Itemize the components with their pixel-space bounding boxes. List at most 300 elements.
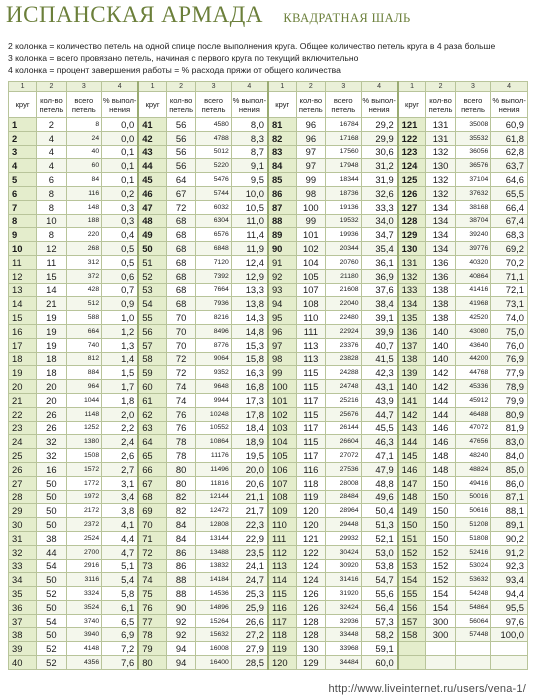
cell-stitch-count: 140 — [426, 352, 455, 366]
cell-percent-complete: 38,4 — [361, 297, 398, 311]
cell-round-number: 35 — [9, 587, 37, 601]
stitch-count-table-container — [8, 81, 528, 669]
cell-round-number: 49 — [138, 228, 166, 242]
cell-total-stitches: 30920 — [325, 559, 361, 573]
cell-total-stitches: 41416 — [455, 283, 491, 297]
cell-total-stitches: 53024 — [455, 559, 491, 573]
column-number-2: 2 — [296, 82, 325, 92]
cell-percent-complete: 11,9 — [231, 242, 268, 256]
cell-percent-complete: 43,1 — [361, 380, 398, 394]
cell-stitch-count: 19 — [37, 338, 66, 352]
cell-total-stitches: 25216 — [325, 393, 361, 407]
cell-stitch-count: 126 — [296, 600, 325, 614]
cell-percent-complete: 90,2 — [491, 531, 528, 545]
cell-round-number: 62 — [138, 407, 166, 421]
cell-round-number: 45 — [138, 173, 166, 187]
cell-total-stitches: 5220 — [196, 159, 232, 173]
cell-total-stitches: 8216 — [196, 311, 232, 325]
cell-total-stitches: 8776 — [196, 338, 232, 352]
cell-stitch-count: 68 — [166, 242, 195, 256]
cell-stitch-count: 68 — [166, 283, 195, 297]
column-number-2: 2 — [37, 82, 66, 92]
cell-percent-complete: 34,0 — [361, 214, 398, 228]
cell-percent-complete: 1,5 — [102, 366, 139, 380]
cell-percent-complete: 67,4 — [491, 214, 528, 228]
cell-round-number: 28 — [9, 490, 37, 504]
stitch-count-table — [8, 81, 528, 670]
cell-round-number: 31 — [9, 531, 37, 545]
cell-total-stitches: 33448 — [325, 628, 361, 642]
cell-total-stitches: 18344 — [325, 173, 361, 187]
cell-percent-complete: 94,4 — [491, 587, 528, 601]
cell-stitch-count: 82 — [166, 490, 195, 504]
cell-stitch-count: 50 — [37, 600, 66, 614]
cell-total-stitches: 12808 — [196, 518, 232, 532]
cell-stitch-count: 15 — [37, 269, 66, 283]
cell-total-stitches: 5012 — [196, 145, 232, 159]
cell-total-stitches: 4580 — [196, 118, 232, 132]
cell-round-number: 100 — [268, 380, 296, 394]
cell-round-number: 85 — [268, 173, 296, 187]
cell-percent-complete: 11,4 — [231, 228, 268, 242]
cell-round-number: 24 — [9, 435, 37, 449]
cell-total-stitches: 1772 — [66, 476, 102, 490]
note-column-3: 3 колонка = всего провязано петель, начиная с первого круга по текущий включительно — [8, 53, 359, 64]
cell-percent-complete: 17,3 — [231, 393, 268, 407]
cell-total-stitches: 32936 — [325, 614, 361, 628]
cell-total-stitches: 49416 — [455, 476, 491, 490]
cell-percent-complete: 51,3 — [361, 518, 398, 532]
cell-stitch-count: 21 — [37, 297, 66, 311]
cell-round-number: 34 — [9, 573, 37, 587]
cell-stitch-count: 90 — [166, 600, 195, 614]
table-row — [9, 145, 528, 159]
cell-percent-complete: 49,6 — [361, 490, 398, 504]
cell-round-number: 5 — [9, 173, 37, 187]
cell-percent-complete: 47,9 — [361, 462, 398, 476]
cell-percent-complete: 22,9 — [231, 531, 268, 545]
cell-stitch-count: 70 — [166, 324, 195, 338]
cell-total-stitches: 9064 — [196, 352, 232, 366]
cell-stitch-count: 97 — [296, 145, 325, 159]
cell-stitch-count: 20 — [37, 393, 66, 407]
cell-total-stitches: 39776 — [455, 242, 491, 256]
cell-round-number: 133 — [398, 283, 426, 297]
table-row — [9, 186, 528, 200]
cell-round-number: 89 — [268, 228, 296, 242]
cell-total-stitches: 30424 — [325, 545, 361, 559]
cell-round-number: 112 — [268, 545, 296, 559]
cell-stitch-count: 113 — [296, 352, 325, 366]
cell-percent-complete: 97,6 — [491, 614, 528, 628]
table-row — [9, 283, 528, 297]
cell-round-number: 22 — [9, 407, 37, 421]
cell-round-number: 102 — [268, 407, 296, 421]
cell-percent-complete: 88,1 — [491, 504, 528, 518]
page-title-row — [6, 2, 526, 32]
table-row — [9, 587, 528, 601]
cell-percent-complete: 0,1 — [102, 173, 139, 187]
cell-total-stitches: 10552 — [196, 421, 232, 435]
cell-stitch-count: 134 — [426, 200, 455, 214]
cell-stitch-count: 74 — [166, 393, 195, 407]
cell-round-number: 104 — [268, 435, 296, 449]
column-header-3: всего петель — [66, 92, 102, 118]
cell-total-stitches: 45912 — [455, 393, 491, 407]
cell-percent-complete: 42,3 — [361, 366, 398, 380]
cell-total-stitches: 38168 — [455, 200, 491, 214]
cell-total-stitches: 14536 — [196, 587, 232, 601]
table-body — [9, 118, 528, 670]
cell-stitch-count: 4 — [37, 145, 66, 159]
cell-total-stitches: 372 — [66, 269, 102, 283]
cell-percent-complete: 8,7 — [231, 145, 268, 159]
cell-round-number: 53 — [138, 283, 166, 297]
cell-percent-complete: 10,5 — [231, 200, 268, 214]
cell-round-number: 91 — [268, 255, 296, 269]
cell-round-number: 32 — [9, 545, 37, 559]
cell-stitch-count: 136 — [426, 255, 455, 269]
cell-total-stitches: 1508 — [66, 449, 102, 463]
cell-total-stitches: 60 — [66, 159, 102, 173]
cell-percent-complete: 23,5 — [231, 545, 268, 559]
cell-total-stitches: 2700 — [66, 545, 102, 559]
cell-percent-complete: 5,8 — [102, 587, 139, 601]
cell-stitch-count: 138 — [426, 283, 455, 297]
cell-round-number: 78 — [138, 628, 166, 642]
cell-stitch-count: 115 — [296, 380, 325, 394]
column-number-2: 2 — [166, 82, 195, 92]
cell-stitch-count: 80 — [166, 462, 195, 476]
cell-total-stitches: 24 — [66, 131, 102, 145]
cell-percent-complete: 15,8 — [231, 352, 268, 366]
cell-stitch-count: 88 — [166, 573, 195, 587]
cell-percent-complete: 5,4 — [102, 573, 139, 587]
cell-total-stitches: 34484 — [325, 656, 361, 670]
cell-round-number: 108 — [268, 490, 296, 504]
cell-round-number: 143 — [398, 421, 426, 435]
cell-total-stitches: 17560 — [325, 145, 361, 159]
cell-round-number: 54 — [138, 297, 166, 311]
cell-total-stitches: 46488 — [455, 407, 491, 421]
cell-percent-complete: 74,0 — [491, 311, 528, 325]
cell-percent-complete: 2,7 — [102, 462, 139, 476]
cell-percent-complete: 45,5 — [361, 421, 398, 435]
cell-round-number: 2 — [9, 131, 37, 145]
cell-percent-complete: 22,3 — [231, 518, 268, 532]
cell-percent-complete: 53,0 — [361, 545, 398, 559]
cell-round-number: 150 — [398, 518, 426, 532]
cell-percent-complete: 43,9 — [361, 393, 398, 407]
cell-round-number: 57 — [138, 338, 166, 352]
table-row — [9, 269, 528, 283]
cell-percent-complete: 84,0 — [491, 449, 528, 463]
cell-total-stitches: 1148 — [66, 407, 102, 421]
cell-round-number: 124 — [398, 159, 426, 173]
cell-total-stitches: 44768 — [455, 366, 491, 380]
table-row — [9, 490, 528, 504]
cell-total-stitches: 2372 — [66, 518, 102, 532]
table-row — [9, 297, 528, 311]
cell-round-number: 74 — [138, 573, 166, 587]
cell-total-stitches: 35008 — [455, 118, 491, 132]
cell-stitch-count: 14 — [37, 283, 66, 297]
cell-stitch-count: 152 — [426, 573, 455, 587]
cell-percent-complete: 35,4 — [361, 242, 398, 256]
cell-percent-complete: 33,3 — [361, 200, 398, 214]
cell-total-stitches: 5476 — [196, 173, 232, 187]
cell-total-stitches: 38704 — [455, 214, 491, 228]
cell-total-stitches: 9352 — [196, 366, 232, 380]
cell-round-number: 27 — [9, 476, 37, 490]
cell-round-number: 47 — [138, 200, 166, 214]
cell-percent-complete: 25,3 — [231, 587, 268, 601]
cell-total-stitches: 16008 — [196, 642, 232, 656]
cell-percent-complete: 14,8 — [231, 324, 268, 338]
cell-total-stitches: 54248 — [455, 587, 491, 601]
cell-round-number: 36 — [9, 600, 37, 614]
cell-total-stitches: 47656 — [455, 435, 491, 449]
cell-total-stitches: 50016 — [455, 490, 491, 504]
cell-stitch-count: 132 — [426, 145, 455, 159]
cell-round-number: 94 — [268, 297, 296, 311]
cell-percent-complete: 24,1 — [231, 559, 268, 573]
cell-round-number: 52 — [138, 269, 166, 283]
cell-stitch-count: 10 — [37, 214, 66, 228]
cell-round-number: 77 — [138, 614, 166, 628]
table-row — [9, 311, 528, 325]
cell-percent-complete: 55,6 — [361, 587, 398, 601]
cell-total-stitches: 13144 — [196, 531, 232, 545]
cell-stitch-count: 150 — [426, 531, 455, 545]
cell-round-number: 122 — [398, 131, 426, 145]
page-subtitle: КВАДРАТНАЯ ШАЛЬ — [283, 11, 411, 25]
column-number-1: 1 — [138, 82, 166, 92]
cell-percent-complete: 80,9 — [491, 407, 528, 421]
cell-total-stitches: 24748 — [325, 380, 361, 394]
cell-total-stitches: 1380 — [66, 435, 102, 449]
cell-stitch-count: 99 — [296, 173, 325, 187]
column-header-1: круг — [138, 92, 166, 118]
cell-percent-complete: 3,4 — [102, 490, 139, 504]
cell-total-stitches: 16784 — [325, 118, 361, 132]
cell-stitch-count: 148 — [426, 462, 455, 476]
column-number-2: 2 — [426, 82, 455, 92]
cell-total-stitches: 56064 — [455, 614, 491, 628]
table-row — [9, 131, 528, 145]
table-row — [9, 366, 528, 380]
cell-total-stitches: 40 — [66, 145, 102, 159]
cell-total-stitches: 13488 — [196, 545, 232, 559]
cell-stitch-count: 124 — [296, 573, 325, 587]
source-watermark: http://www.liveinternet.ru/users/vena-1/ — [328, 683, 526, 695]
cell-percent-complete: 79,9 — [491, 393, 528, 407]
cell-percent-complete: 71,1 — [491, 269, 528, 283]
cell-round-number: 70 — [138, 518, 166, 532]
cell-stitch-count: 68 — [166, 269, 195, 283]
cell-percent-complete: 0,0 — [102, 118, 139, 132]
cell-total-stitches: 33968 — [325, 642, 361, 656]
cell-round-number: 113 — [268, 559, 296, 573]
cell-stitch-count: 100 — [296, 200, 325, 214]
cell-stitch-count: 152 — [426, 559, 455, 573]
cell-stitch-count: 111 — [296, 324, 325, 338]
cell-stitch-count: 150 — [426, 504, 455, 518]
cell-stitch-count: 64 — [166, 173, 195, 187]
cell-stitch-count: 78 — [166, 435, 195, 449]
cell-round-number: 71 — [138, 531, 166, 545]
table-row — [9, 118, 528, 132]
cell-percent-complete: 92,3 — [491, 559, 528, 573]
cell-total-stitches: 14896 — [196, 600, 232, 614]
cell-round-number: 116 — [268, 600, 296, 614]
cell-stitch-count: 72 — [166, 366, 195, 380]
cell-round-number: 9 — [9, 228, 37, 242]
cell-round-number: 33 — [9, 559, 37, 573]
cell-total-stitches: 24288 — [325, 366, 361, 380]
cell-percent-complete: 21,7 — [231, 504, 268, 518]
cell-stitch-count: 121 — [296, 531, 325, 545]
column-number-3: 3 — [66, 82, 102, 92]
cell-total-stitches: 7120 — [196, 255, 232, 269]
cell-round-number: 1 — [9, 118, 37, 132]
cell-round-number: 75 — [138, 587, 166, 601]
cell-percent-complete: 3,8 — [102, 504, 139, 518]
cell-percent-complete: 11,0 — [231, 214, 268, 228]
cell-stitch-count: 132 — [426, 173, 455, 187]
cell-stitch-count: 138 — [426, 297, 455, 311]
cell-total-stitches: 9648 — [196, 380, 232, 394]
cell-stitch-count: 113 — [296, 338, 325, 352]
column-number-3: 3 — [196, 82, 232, 92]
cell-round-number: 103 — [268, 421, 296, 435]
cell-stitch-count: 18 — [37, 366, 66, 380]
table-row — [9, 518, 528, 532]
cell-percent-complete: 95,5 — [491, 600, 528, 614]
cell-percent-complete: 48,8 — [361, 476, 398, 490]
cell-stitch-count: 118 — [296, 476, 325, 490]
cell-total-stitches: 18736 — [325, 186, 361, 200]
cell-stitch-count: 32 — [37, 435, 66, 449]
cell-percent-complete: 30,6 — [361, 145, 398, 159]
cell-total-stitches: 51808 — [455, 531, 491, 545]
cell-percent-complete: 76,0 — [491, 338, 528, 352]
cell-round-number: 10 — [9, 242, 37, 256]
cell-round-number: 60 — [138, 380, 166, 394]
cell-percent-complete: 1,2 — [102, 324, 139, 338]
cell-stitch-count: 26 — [37, 421, 66, 435]
cell-stitch-count: 72 — [166, 352, 195, 366]
table-row — [9, 449, 528, 463]
table-row — [9, 407, 528, 421]
cell-round-number: 157 — [398, 614, 426, 628]
cell-round-number: 117 — [268, 614, 296, 628]
cell-stitch-count: 32 — [37, 449, 66, 463]
cell-stitch-count: 144 — [426, 407, 455, 421]
cell-stitch-count: 44 — [37, 545, 66, 559]
cell-round-number: 134 — [398, 297, 426, 311]
cell-percent-complete: 91,2 — [491, 545, 528, 559]
cell-total-stitches: 964 — [66, 380, 102, 394]
cell-percent-complete: 17,8 — [231, 407, 268, 421]
cell-stitch-count: 50 — [37, 476, 66, 490]
cell-total-stitches: 23376 — [325, 338, 361, 352]
cell-round-number: 95 — [268, 311, 296, 325]
cell-round-number: 97 — [268, 338, 296, 352]
cell-percent-complete: 16,3 — [231, 366, 268, 380]
table-row — [9, 200, 528, 214]
cell-round-number: 92 — [268, 269, 296, 283]
cell-round-number: 3 — [9, 145, 37, 159]
cell-total-stitches: 740 — [66, 338, 102, 352]
cell-stitch-count: 132 — [426, 186, 455, 200]
table-row — [9, 656, 528, 670]
cell-total-stitches: 31920 — [325, 587, 361, 601]
column-header-4: % выпол-нения — [361, 92, 398, 118]
table-row — [9, 628, 528, 642]
cell-percent-complete: 0,6 — [102, 269, 139, 283]
cell-round-number: 148 — [398, 490, 426, 504]
cell-total-stitches: 41968 — [455, 297, 491, 311]
column-number-4: 4 — [231, 82, 268, 92]
column-number-3: 3 — [455, 82, 491, 92]
cell-stitch-count: 74 — [166, 380, 195, 394]
table-row — [9, 642, 528, 656]
cell-total-stitches: 25676 — [325, 407, 361, 421]
cell-stitch-count: 119 — [296, 490, 325, 504]
column-number-3: 3 — [325, 82, 361, 92]
cell-stitch-count: 8 — [37, 228, 66, 242]
cell-stitch-count: 16 — [37, 462, 66, 476]
cell-total-stitches: 116 — [66, 186, 102, 200]
cell-round-number: 7 — [9, 200, 37, 214]
cell-stitch-count: 54 — [37, 614, 66, 628]
cell-total-stitches: 40864 — [455, 269, 491, 283]
column-header-1: круг — [9, 92, 37, 118]
cell-percent-complete: 85,0 — [491, 462, 528, 476]
cell-total-stitches: 664 — [66, 324, 102, 338]
cell-total-stitches: 31416 — [325, 573, 361, 587]
column-notes — [8, 40, 526, 77]
cell-stitch-count — [426, 656, 455, 670]
table-row — [9, 573, 528, 587]
cell-stitch-count: 52 — [37, 587, 66, 601]
cell-stitch-count: 117 — [296, 421, 325, 435]
cell-round-number: 69 — [138, 504, 166, 518]
cell-stitch-count: 136 — [426, 269, 455, 283]
note-column-2: 2 колонка = количество петель на одной спице после выполнения круга. Общее количество петель круга в 4 раза больше — [8, 41, 496, 51]
cell-total-stitches: 512 — [66, 297, 102, 311]
table-row — [9, 614, 528, 628]
cell-percent-complete: 59,1 — [361, 642, 398, 656]
cell-stitch-count: 94 — [166, 656, 195, 670]
cell-round-number: 123 — [398, 145, 426, 159]
column-header-2: кол-во петель — [166, 92, 195, 118]
cell-total-stitches: 4148 — [66, 642, 102, 656]
cell-round-number: 8 — [9, 214, 37, 228]
column-header-2: кол-во петель — [37, 92, 66, 118]
cell-percent-complete: 4,7 — [102, 545, 139, 559]
cell-round-number: 96 — [268, 324, 296, 338]
cell-percent-complete: 4,4 — [102, 531, 139, 545]
cell-percent-complete: 34,7 — [361, 228, 398, 242]
cell-stitch-count: 50 — [37, 573, 66, 587]
column-number-1: 1 — [398, 82, 426, 92]
cell-stitch-count: 38 — [37, 531, 66, 545]
cell-stitch-count: 128 — [296, 614, 325, 628]
cell-percent-complete: 27,9 — [231, 642, 268, 656]
cell-round-number: 72 — [138, 545, 166, 559]
